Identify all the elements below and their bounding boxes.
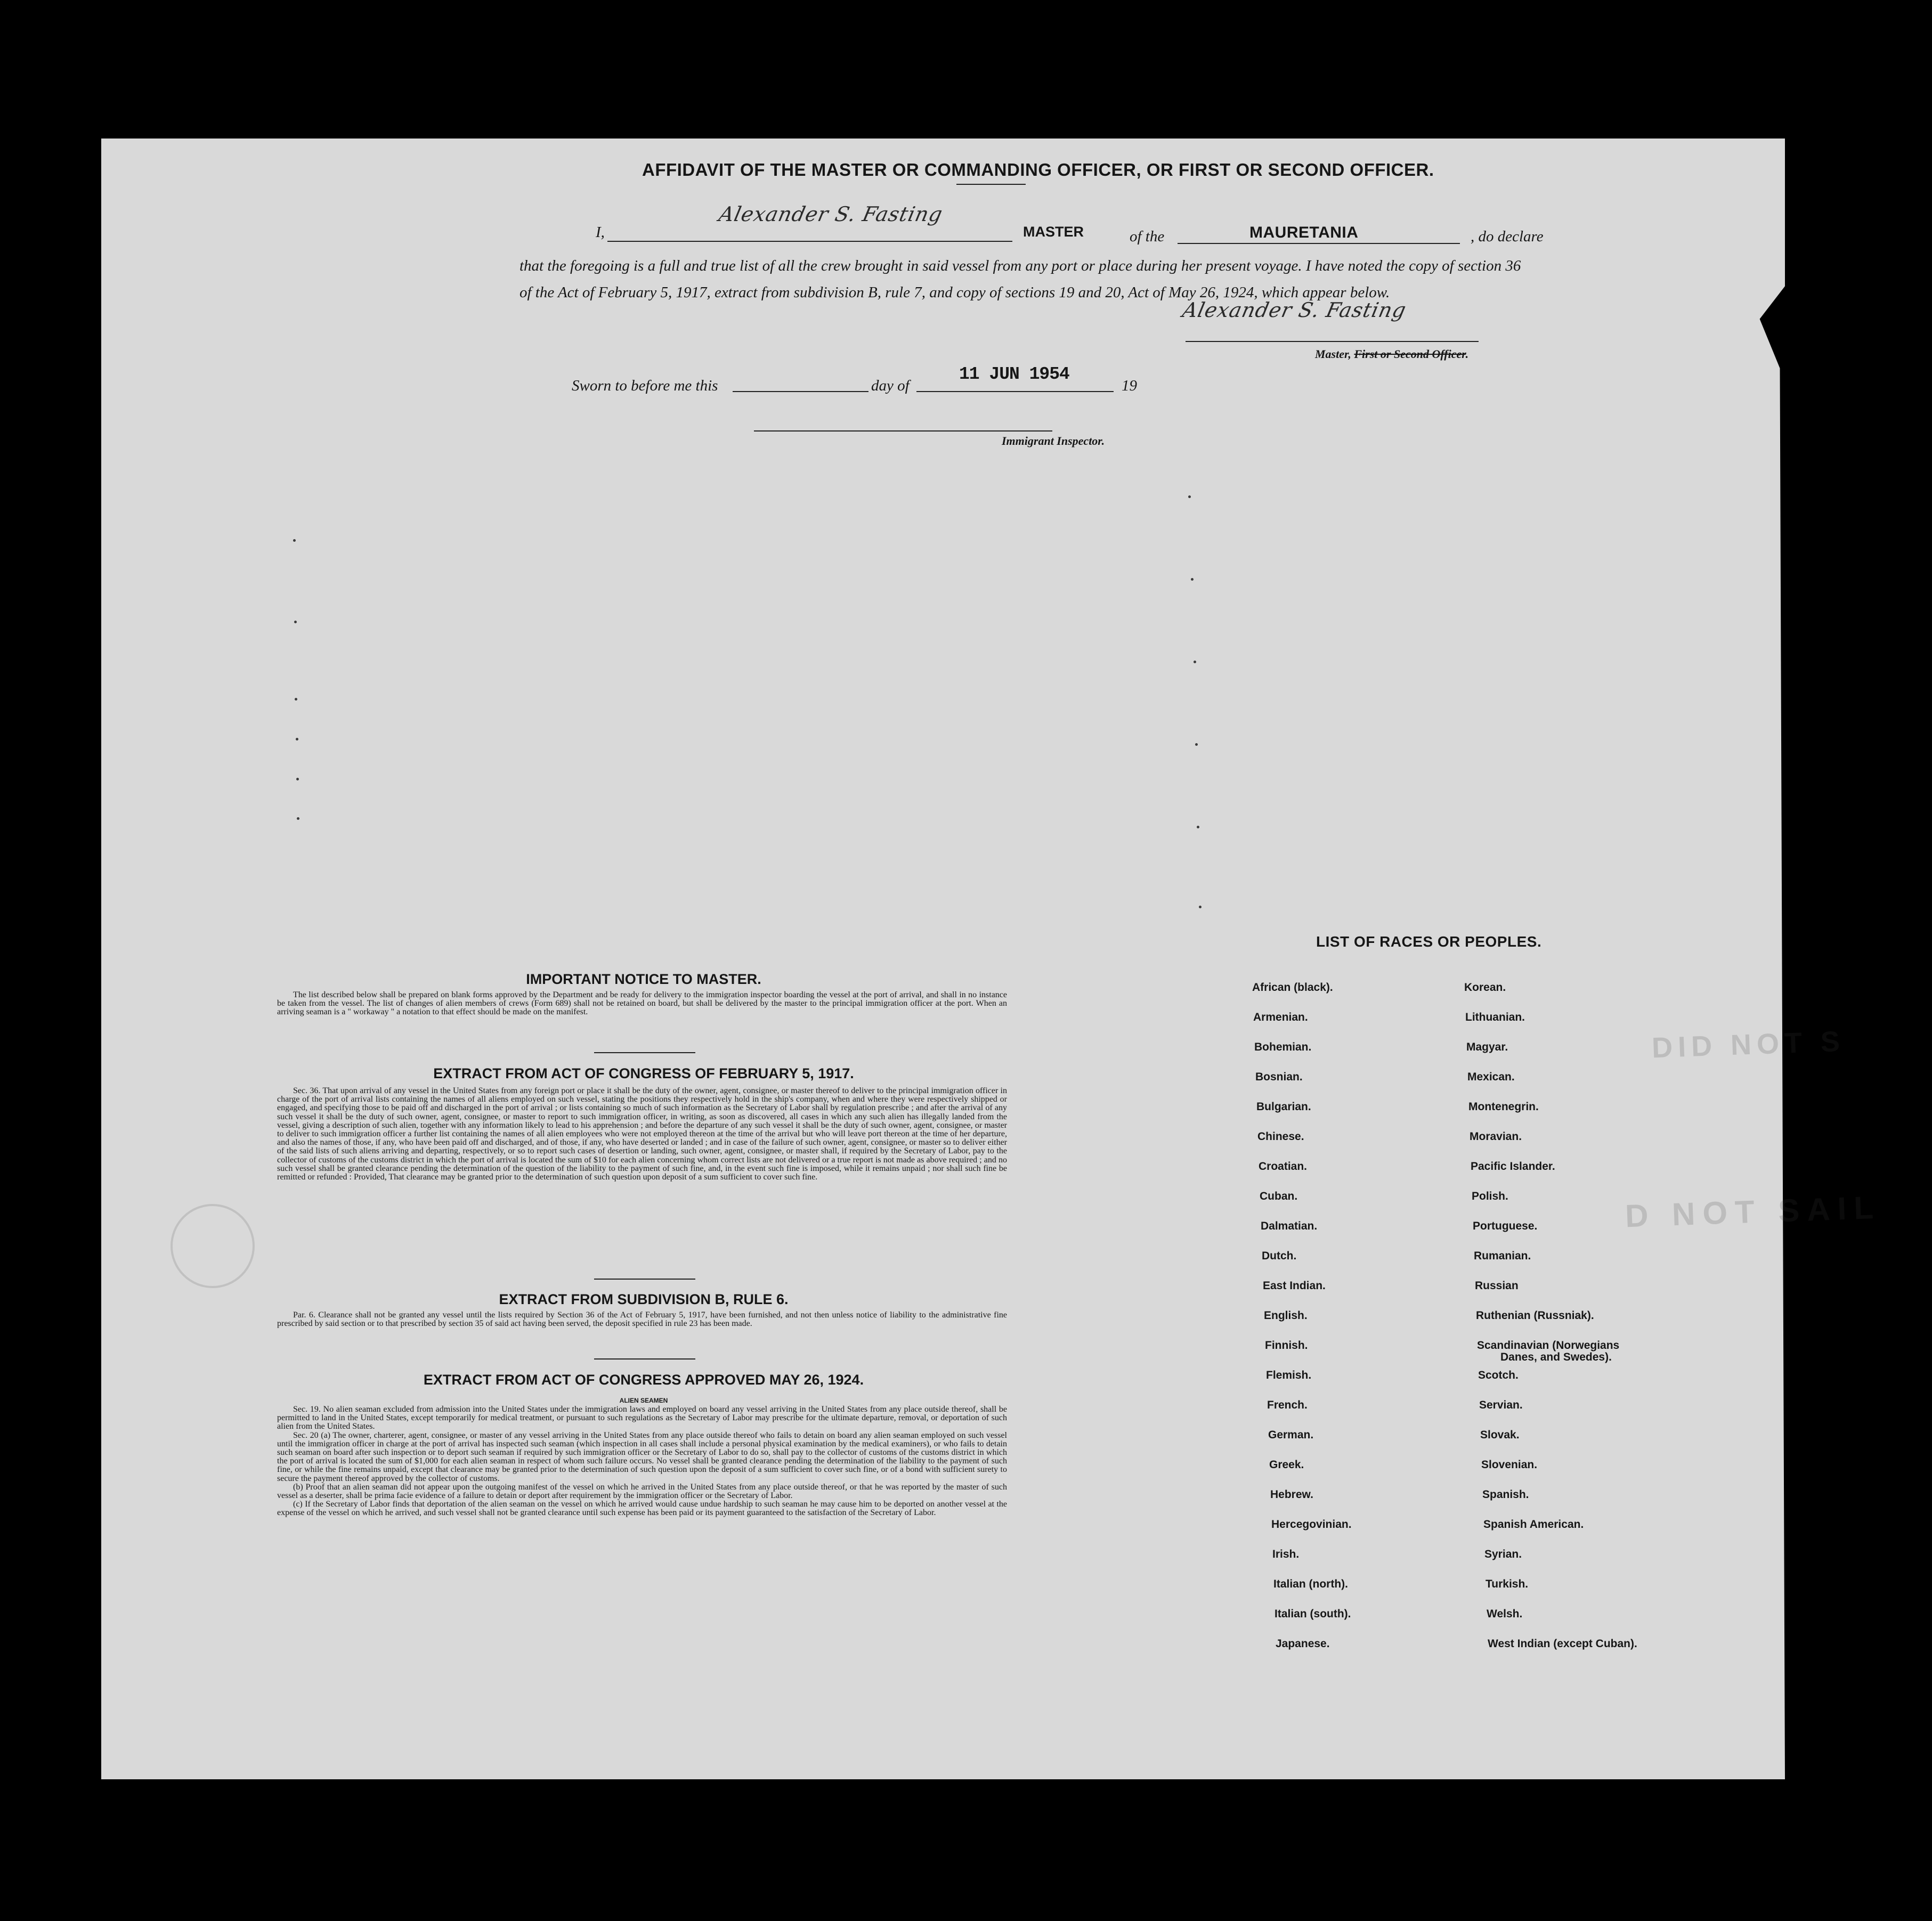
extract-1917-title: EXTRACT FROM ACT OF CONGRESS OF FEBRUARY 5, 1917. (433, 1065, 854, 1081)
section-rule (594, 1358, 695, 1360)
race-item: Croatian. (1259, 1160, 1308, 1173)
extract-1917-text: Sec. 36. That upon arrival of any vessel in the United States from any foreign port or place it shall be the duty of the owner, agent, consignee, or master thereof to deliver to the principal immigration officer in charge of the port of arrival lists containing the names of all aliens employed on such vessel, stating the positions they respectively hold in the ship's company, when and where they were respectively shipped or engaged, and specifying those to be paid off and discharged in the port of arrival ; or lists containing so much of such information as the Secretary of Labor shall by regulation prescribe ; and after the arrival of any such vessel it shall be the duty of such owner, agent, consignee, or master to report to such immigration officer, in writing, as soon as discovered, all cases in which any such alien has illegally landed from the vessel, giving a description of such alien, together with any information likely to lead to his apprehension ; and before the departure of any such vessel it shall be the duty of such owner, agent, consignee, or master to deliver to such immigration officer a further list containing the names of all alien employees who were not employed thereon at the time of the arrival but who will leave port thereon at the time of her departure, and also the names of those, if any, who have been paid off and discharged, and of those, if any, who have deserted or landed ; and in case of the failure of such owner, agent, consignee, or master so to deliver either of the said lists of such aliens arriving and departing, respectively, or so to report such cases of desertion or landing, such owner, agent, consignee, or master shall, if required by the Secretary of Labor, pay to the collector of customs of the customs district in which the port of arrival is located the sum of $10 for each alien concerning whom correct lists are not delivered or a true report is not made as above required ; and no such vessel shall be granted clearance pending the determination of the question of the liability to the payment of such fine, and, in the event such fine is imposed, while it remains unpaid ; nor shall such fine be remitted or refunded : Provided, That clearance may be granted prior to the determination of such question upon deposit of a sum sufficient to cover such fine. (277, 1086, 1007, 1182)
race-item: Chinese. (1257, 1130, 1304, 1143)
inspector-signature-line (754, 430, 1052, 432)
race-item: Spanish American. (1483, 1518, 1584, 1531)
extract-rule6-text: Par. 6. Clearance shall not be granted any vessel until the lists required by Section 36 of the Act of February 5, 1917, have been furnished, and not then unless notice of liability to the administrative fine prescribed by said section or to that prescribed by section 35 of said act having been served, the deposit specified in rule 23 has been made. (277, 1310, 1007, 1329)
show-through-mark (296, 778, 299, 780)
race-item: Welsh. (1487, 1608, 1523, 1620)
sworn-date-stamp: 11 JUN 1954 (959, 364, 1069, 384)
punch-hole (1822, 638, 1854, 670)
master-label: MASTER (1023, 224, 1084, 240)
race-item: Pacific Islander. (1471, 1160, 1555, 1173)
race-item: Finnish. (1265, 1339, 1308, 1352)
affidavit-body: that the foregoing is a full and true list of all the crew brought in said vessel from any port or place during her present voyage. I have noted the copy of section 36 of the Act of February 5, 1917, extract from subdivision B, rule 7, and copy of sections 19 and 20, Act of May 26, 1924, which appear below. (519, 257, 1521, 301)
race-item: Rumanian. (1474, 1250, 1531, 1262)
race-item: Italian (south). (1275, 1608, 1351, 1620)
race-item: Italian (north). (1273, 1578, 1348, 1590)
master-name-line (607, 241, 1012, 242)
races-list-title: LIST OF RACES OR PEOPLES. (1316, 933, 1542, 950)
punch-hole (1820, 382, 1852, 414)
race-item: Slovak. (1480, 1429, 1520, 1441)
sec-20a-text: Sec. 20 (a) The owner, charterer, agent, consignee, or master of any vessel arriving in the United States from any place outside thereof who fails to detain on board any alien seaman employed on such vessel until the immigration officer in charge at the port of arrival has inspected such seaman (which inspection in all cases shall include a personal physical examination by the medical examiners), or who fails to detain such seaman on board after such inspection or to deport such seaman if required by such immigration officer or the Secretary of Labor to do so, shall pay to the collector of customs of the customs district in which the port of arrival is located the sum of $1,000 for each alien seaman in respect of whom such failure occurs. No vessel shall be granted clearance pending the determination of the liability to the payment of such fine, or while the fine remains unpaid, except that clearance may be granted prior to the determination of such question upon the deposit of a sum sufficient to cover such fine, or of a bond with sufficient surety to secure the payment thereof approved by the collector of customs. (277, 1430, 1007, 1483)
race-item: Servian. (1479, 1399, 1523, 1411)
punch-hole (1829, 1532, 1861, 1564)
affidavit-i-label: I, (596, 224, 605, 241)
show-through-mark (293, 539, 296, 542)
sworn-label: Sworn to before me this (572, 377, 718, 394)
race-item: West Indian (except Cuban). (1488, 1638, 1637, 1650)
document-page (101, 139, 1785, 1779)
extract-rule6-title: EXTRACT FROM SUBDIVISION B, RULE 6. (499, 1291, 789, 1307)
inspector-caption: Immigrant Inspector. (1002, 434, 1105, 447)
show-through-mark (1195, 743, 1198, 746)
punch-hole (1827, 1156, 1858, 1188)
vessel-name-line (1178, 243, 1460, 244)
day-of-label: day of (871, 377, 910, 394)
alien-seamen-subtitle: ALIEN SEAMEN (619, 1397, 668, 1404)
race-item: Spanish. (1482, 1488, 1529, 1501)
show-through-mark (1188, 495, 1191, 498)
race-item: Montenegrin. (1468, 1101, 1539, 1113)
master-signature: Alexander S. Fasting (717, 202, 945, 226)
race-item: Mexican. (1467, 1071, 1515, 1083)
signature-line (1186, 341, 1479, 342)
race-item: German. (1268, 1429, 1314, 1441)
punch-hole (1817, 301, 1849, 333)
race-item: Greek. (1269, 1459, 1304, 1471)
race-item: Moravian. (1470, 1130, 1522, 1143)
race-item: Scandinavian (Norwegians (1477, 1339, 1620, 1352)
title-rule (956, 184, 1026, 185)
race-item: African (black). (1252, 981, 1333, 994)
race-item: Hebrew. (1270, 1488, 1313, 1501)
race-item: Hercegovinian. (1271, 1518, 1352, 1531)
race-item: Flemish. (1266, 1369, 1312, 1381)
of-the-label: of the (1130, 228, 1165, 245)
did-not-sail-stamp: DID NOT S (1651, 1025, 1846, 1064)
race-item: Magyar. (1466, 1041, 1508, 1053)
vessel-name: MAURETANIA (1249, 224, 1359, 241)
race-item: Russian (1475, 1280, 1519, 1292)
show-through-mark (1194, 661, 1196, 663)
officer-caption (1315, 347, 1468, 361)
race-item: Bohemian. (1254, 1041, 1312, 1053)
sec-20b-text: (b) Proof that an alien seaman did not appear upon the outgoing manifest of the vessel on which he arrived in the United States from any place outside thereof, or that he was reported by the master of such vessel as a deserter, shall be prima facie evidence of a failure to detain or deport after requirement by the immigration officer or the Secretary of Labor. (277, 1482, 1007, 1501)
extract-1924-title: EXTRACT FROM ACT OF CONGRESS APPROVED MAY 26, 1924. (423, 1372, 864, 1388)
punch-hole (1829, 1613, 1861, 1645)
show-through-mark (294, 621, 297, 623)
race-item: East Indian. (1263, 1280, 1326, 1292)
section-rule (594, 1279, 695, 1280)
extract-1924-text (277, 1405, 1007, 1518)
show-through-mark (297, 817, 299, 820)
year-prefix: 19 (1122, 377, 1137, 394)
punch-hole (1828, 1238, 1860, 1269)
race-item: Cuban. (1260, 1190, 1298, 1202)
race-item: Dalmatian. (1261, 1220, 1318, 1232)
show-through-mark (296, 738, 298, 740)
race-item: Bosnian. (1255, 1071, 1303, 1083)
affidavit-title: AFFIDAVIT OF THE MASTER OR COMMANDING OFFICER, OR FIRST OR SECOND OFFICER. (642, 160, 1434, 180)
show-through-mark (1199, 906, 1202, 908)
officer-caption-end: . (1465, 347, 1469, 361)
race-item: Turkish. (1485, 1578, 1529, 1590)
race-item: Japanese. (1276, 1638, 1330, 1650)
officer-caption-master: Master, (1315, 347, 1351, 361)
race-item: Lithuanian. (1465, 1011, 1525, 1023)
race-item: Armenian. (1253, 1011, 1308, 1023)
race-item: Korean. (1464, 981, 1506, 994)
race-item: English. (1264, 1309, 1308, 1322)
race-item: Irish. (1272, 1548, 1300, 1560)
race-item: Ruthenian (Russniak). (1476, 1309, 1594, 1322)
race-item: Syrian. (1484, 1548, 1522, 1560)
show-through-mark (295, 698, 297, 701)
race-item: Slovenian. (1481, 1459, 1538, 1471)
seal-stamp (171, 1204, 255, 1288)
race-item: Portuguese. (1473, 1220, 1538, 1232)
did-not-sail-stamp: D NOT SAIL (1624, 1189, 1882, 1234)
officer-caption-struck: First or Second Officer (1354, 347, 1466, 361)
race-item: French. (1267, 1399, 1308, 1411)
race-item: Polish. (1472, 1190, 1508, 1202)
sworn-day-line (733, 391, 868, 392)
race-item: Bulgarian. (1256, 1101, 1311, 1113)
race-item: Dutch. (1262, 1250, 1297, 1262)
race-item: Danes, and Swedes). (1500, 1351, 1612, 1363)
notice-text: The list described below shall be prepared on blank forms approved by the Department and be ready for delivery to the immigration inspector boarding the vessel at the port of arrival, and shall in no instance be taken from the vessel. The list of changes of alien members of crews (Form 689) shall not be retained on board, but shall be delivered by the master to the principal immigration officer at the port. When an arriving seaman is a " workaway " a notation to that effect should be made on the manifest. (277, 990, 1007, 1017)
sec-19-text: Sec. 19. No alien seaman excluded from admission into the United States under the immigration laws and employed on board any vessel arriving in the United States from any place outside thereof, shall be permitted to land in the United States, except temporarily for medical treatment, or pursuant to such regulations as the Secretary of Labor may prescribe for the ultimate departure, removal, or deportation of such alien from the United States. (277, 1405, 1007, 1431)
notice-title: IMPORTANT NOTICE TO MASTER. (526, 971, 761, 987)
sworn-month-line (916, 391, 1114, 392)
show-through-mark (1197, 826, 1199, 828)
section-rule (594, 1052, 695, 1053)
master-signature-2: Alexander S. Fasting (1180, 298, 1409, 322)
do-declare-label: , do declare (1471, 228, 1544, 245)
show-through-mark (1191, 578, 1194, 581)
sec-20c-text: (c) If the Secretary of Labor finds that deportation of the alien seaman on the vessel on which he arrived would cause undue hardship to such seaman he may cause him to be deported on another vessel at the expense of the vessel on which he arrived, and such vessel shall not be granted clearance until such expense has been paid or its payment guaranteed to the satisfaction of the Secretary of Labor. (277, 1500, 1007, 1518)
punch-hole (1825, 719, 1857, 751)
race-item: Scotch. (1478, 1369, 1519, 1381)
